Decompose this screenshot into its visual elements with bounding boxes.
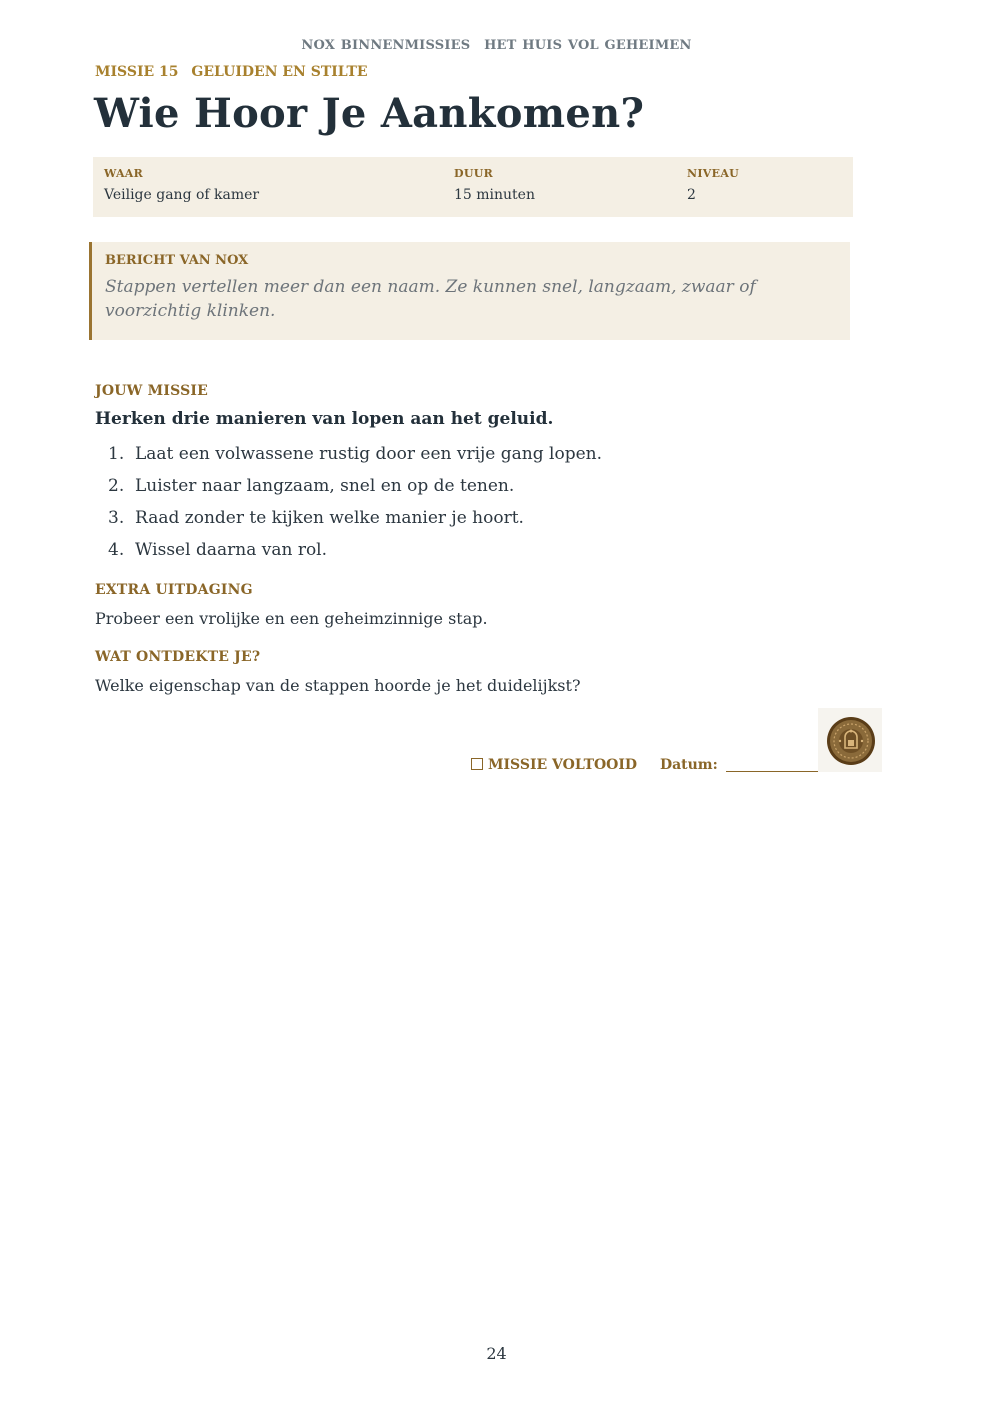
nox-message-callout bbox=[89, 242, 850, 340]
mission-info-panel bbox=[93, 157, 853, 217]
reflection-section-label: WAT ONTDEKTE JE? bbox=[95, 649, 261, 665]
info-level-label: NIVEAU bbox=[687, 167, 740, 180]
mission-theme: GELUIDEN EN STILTE bbox=[191, 64, 368, 80]
callout-text: Stappen vertellen meer dan een naam. Ze kunnen snel, langzaam, zwaar of voorzichtig klinken. bbox=[105, 277, 756, 321]
info-duration bbox=[454, 167, 535, 203]
step-text: Raad zonder te kijken welke manier je hoort. bbox=[135, 508, 524, 528]
running-head bbox=[0, 38, 993, 53]
mission-number: MISSIE 15 bbox=[95, 64, 179, 80]
info-where-value: Veilige gang of kamer bbox=[104, 187, 260, 203]
extra-text: Probeer een vrolijke en een geheimzinnige stap. bbox=[95, 609, 488, 628]
callout-label: BERICHT VAN NOX bbox=[105, 253, 249, 268]
mission-kicker bbox=[95, 64, 368, 80]
date-field[interactable] bbox=[726, 757, 824, 772]
nox-seal-icon bbox=[818, 708, 882, 772]
series-name: NOX BINNENMISSIES bbox=[301, 38, 471, 53]
completion-label: MISSIE VOLTOOID bbox=[488, 757, 638, 773]
book-name: HET HUIS VOL GEHEIMEN bbox=[484, 38, 692, 53]
info-where-label: WAAR bbox=[104, 167, 144, 180]
date-label: Datum: bbox=[659, 757, 718, 773]
step-text: Laat een volwassene rustig door een vrije gang lopen. bbox=[135, 444, 602, 464]
step-number: 3. bbox=[108, 508, 125, 528]
step-number: 1. bbox=[108, 444, 125, 464]
step-text: Wissel daarna van rol. bbox=[135, 540, 328, 560]
extra-section-label: EXTRA UITDAGING bbox=[95, 582, 253, 598]
info-duration-value: 15 minuten bbox=[454, 187, 535, 203]
page-title: Wie Hoor Je Aankomen? bbox=[94, 90, 645, 137]
step-number: 2. bbox=[108, 476, 125, 496]
info-duration-label: DUUR bbox=[454, 167, 494, 180]
mission-lead: Herken drie manieren van lopen aan het geluid. bbox=[95, 409, 554, 429]
mission-section-label: JOUW MISSIE bbox=[95, 383, 209, 399]
completion-checkbox[interactable] bbox=[471, 758, 483, 770]
info-where bbox=[104, 167, 259, 203]
completion-line bbox=[471, 757, 824, 773]
page-number: 24 bbox=[486, 1344, 507, 1363]
step-number: 4. bbox=[108, 540, 125, 560]
reflection-text: Welke eigenschap van de stappen hoorde je het duidelijkst? bbox=[95, 676, 581, 695]
info-level-value: 2 bbox=[687, 187, 696, 203]
info-level bbox=[687, 167, 739, 203]
step-text: Luister naar langzaam, snel en op de tenen. bbox=[135, 476, 515, 496]
